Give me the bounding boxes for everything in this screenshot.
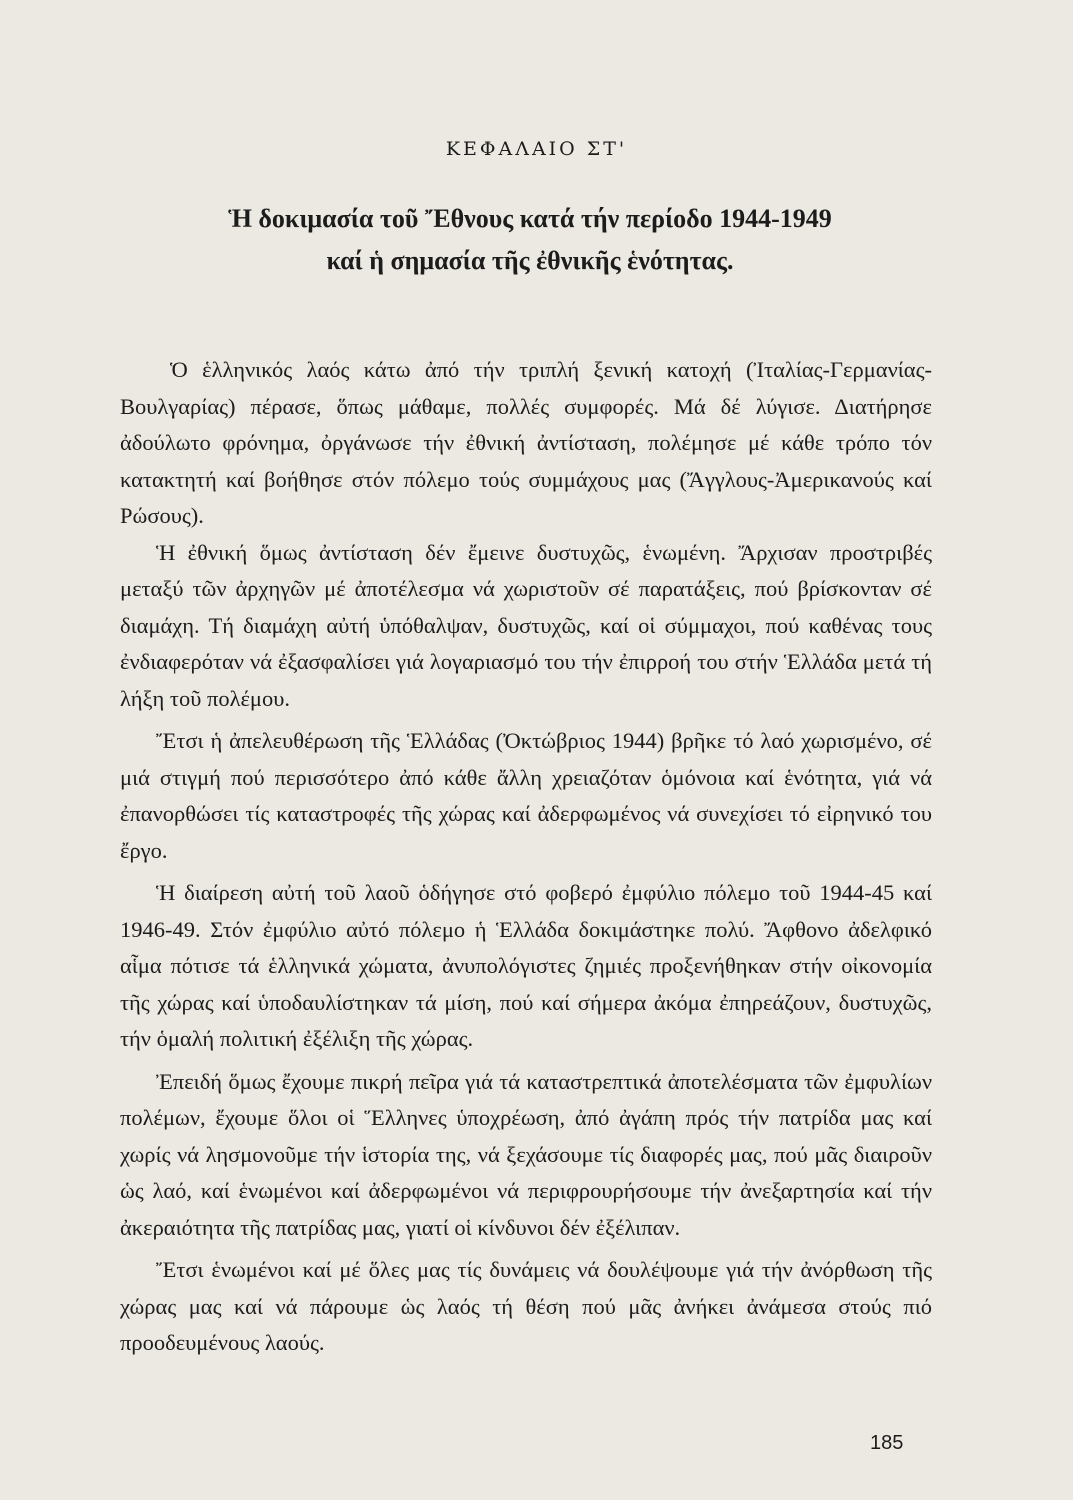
paragraph-5: Ἐπειδή ὅμως ἔχουμε πικρή πεῖρα γιά τά καταστρεπτικά ἀποτελέσματα τῶν ἐμφυλίων πολέμων, ἔχουμε ὅλοι οἱ Ἕλληνες ὑποχρέωση, ἀπό ἀγάπη πρός τήν πατρίδα μας καί χωρίς νά λησμονοῦμε τήν ἱστορία της, νά ξεχάσουμε τίς διαφορές μας, πού μᾶς διαιροῦν ὡς λαό, καί ἑνωμένοι καί ἀδερφωμένοι νά περιφρουρήσουμε τήν ἀνεξαρτησία καί τήν ἀκεραιότητα τῆς πατρίδας μας, γιατί οἱ κίνδυνοι δέν ἐξέλιπαν. [120,1068,932,1240]
chapter-heading: ΚΕΦΑΛΑΙΟ ΣΤ' [445,138,628,160]
paragraph-1: Ὁ ἑλληνικός λαός κάτω ἀπό τήν τριπλή ξενική κατοχή (Ἰταλίας-Γερμανίας-Βουλγαρίας) πέρασε, ὅπως μάθαμε, πολλές συμφορές. Μά δέ λύγισε. Διατήρησε ἀδούλωτο φρόνημα, ὀργάνωσε τήν ἐθνική ἀντίσταση, πολέμησε μέ κάθε τρόπο τόν κατακτητή καί βοήθησε στόν πόλεμο τούς συμμάχους μας (Ἄγγλους-Ἀμερικανούς καί Ρώσους). [120,357,932,528]
paragraph-6: Ἔτσι ἑνωμένοι καί μέ ὅλες μας τίς δυνάμεις νά δουλέψουμε γιά τήν ἀνόρθωση τῆς χώρας μας καί νά πάρουμε ὡς λαός τή θέση πού μᾶς ἀνήκει ἀνάμεσα στούς πιό προοδευμένους λαούς. [120,1257,932,1355]
chapter-title-line-1: Ἡ δοκιμασία τοῦ Ἔθνους κατά τήν περίοδο 1944-1949 [228,204,832,233]
chapter-title [110,198,950,282]
page-number: 185 [870,1432,904,1454]
paragraph-2: Ἡ ἐθνική ὅμως ἀντίσταση δέν ἔμεινε δυστυχῶς, ἑνωμένη. Ἄρχισαν προστριβές μεταξύ τῶν ἀρχηγῶν μέ ἀποτέλεσμα νά χωριστοῦν σέ παρατάξεις, πού βρίσκονταν σέ διαμάχη. Τή διαμάχη αὐτή ὑπόθαλψαν, δυστυχῶς, καί οἱ σύμμαχοι, πού καθένας τους ἐνδιαφερόταν νά ἐξασφαλίσει γιά λογαριασμό του τήν ἐπιρροή του στήν Ἑλλάδα μετά τή λήξη τοῦ πολέμου. [120,539,932,711]
body-text [120,352,932,1362]
chapter-title-line-2: καί ἡ σημασία τῆς ἐθνικῆς ἑνότητας. [326,246,734,275]
paragraph-4: Ἡ διαίρεση αὐτή τοῦ λαοῦ ὁδήγησε στό φοβερό ἐμφύλιο πόλεμο τοῦ 1944-45 καί 1946-49. Στόν ἐμφύλιο αὐτό πόλεμο ἡ Ἑλλάδα δοκιμάστηκε πολύ. Ἄφθονο ἀδελφικό αἷμα πότισε τά ἑλληνικά χώματα, ἀνυπολόγιστες ζημιές προξενήθηκαν στήν οἰκονομία τῆς χώρας καί ὑποδαυλίστηκαν τά μίση, πού καί σήμερα ἀκόμα ἐπηρεάζουν, δυστυχῶς, τήν ὁμαλή πολιτική ἐξέλιξη τῆς χώρας. [120,880,932,1051]
paragraph-3: Ἔτσι ἡ ἀπελευθέρωση τῆς Ἑλλάδας (Ὀκτώβριος 1944) βρῆκε τό λαό χωρισμένο, σέ μιά στιγμή πού περισσότερο ἀπό κάθε ἄλλη χρειαζόταν ὁμόνοια καί ἑνότητα, γιά νά ἐπανορθώσει τίς καταστροφές τῆς χώρας καί ἀδερφωμένος νά συνεχίσει τό εἰρηνικό του ἔργο. [120,728,932,863]
